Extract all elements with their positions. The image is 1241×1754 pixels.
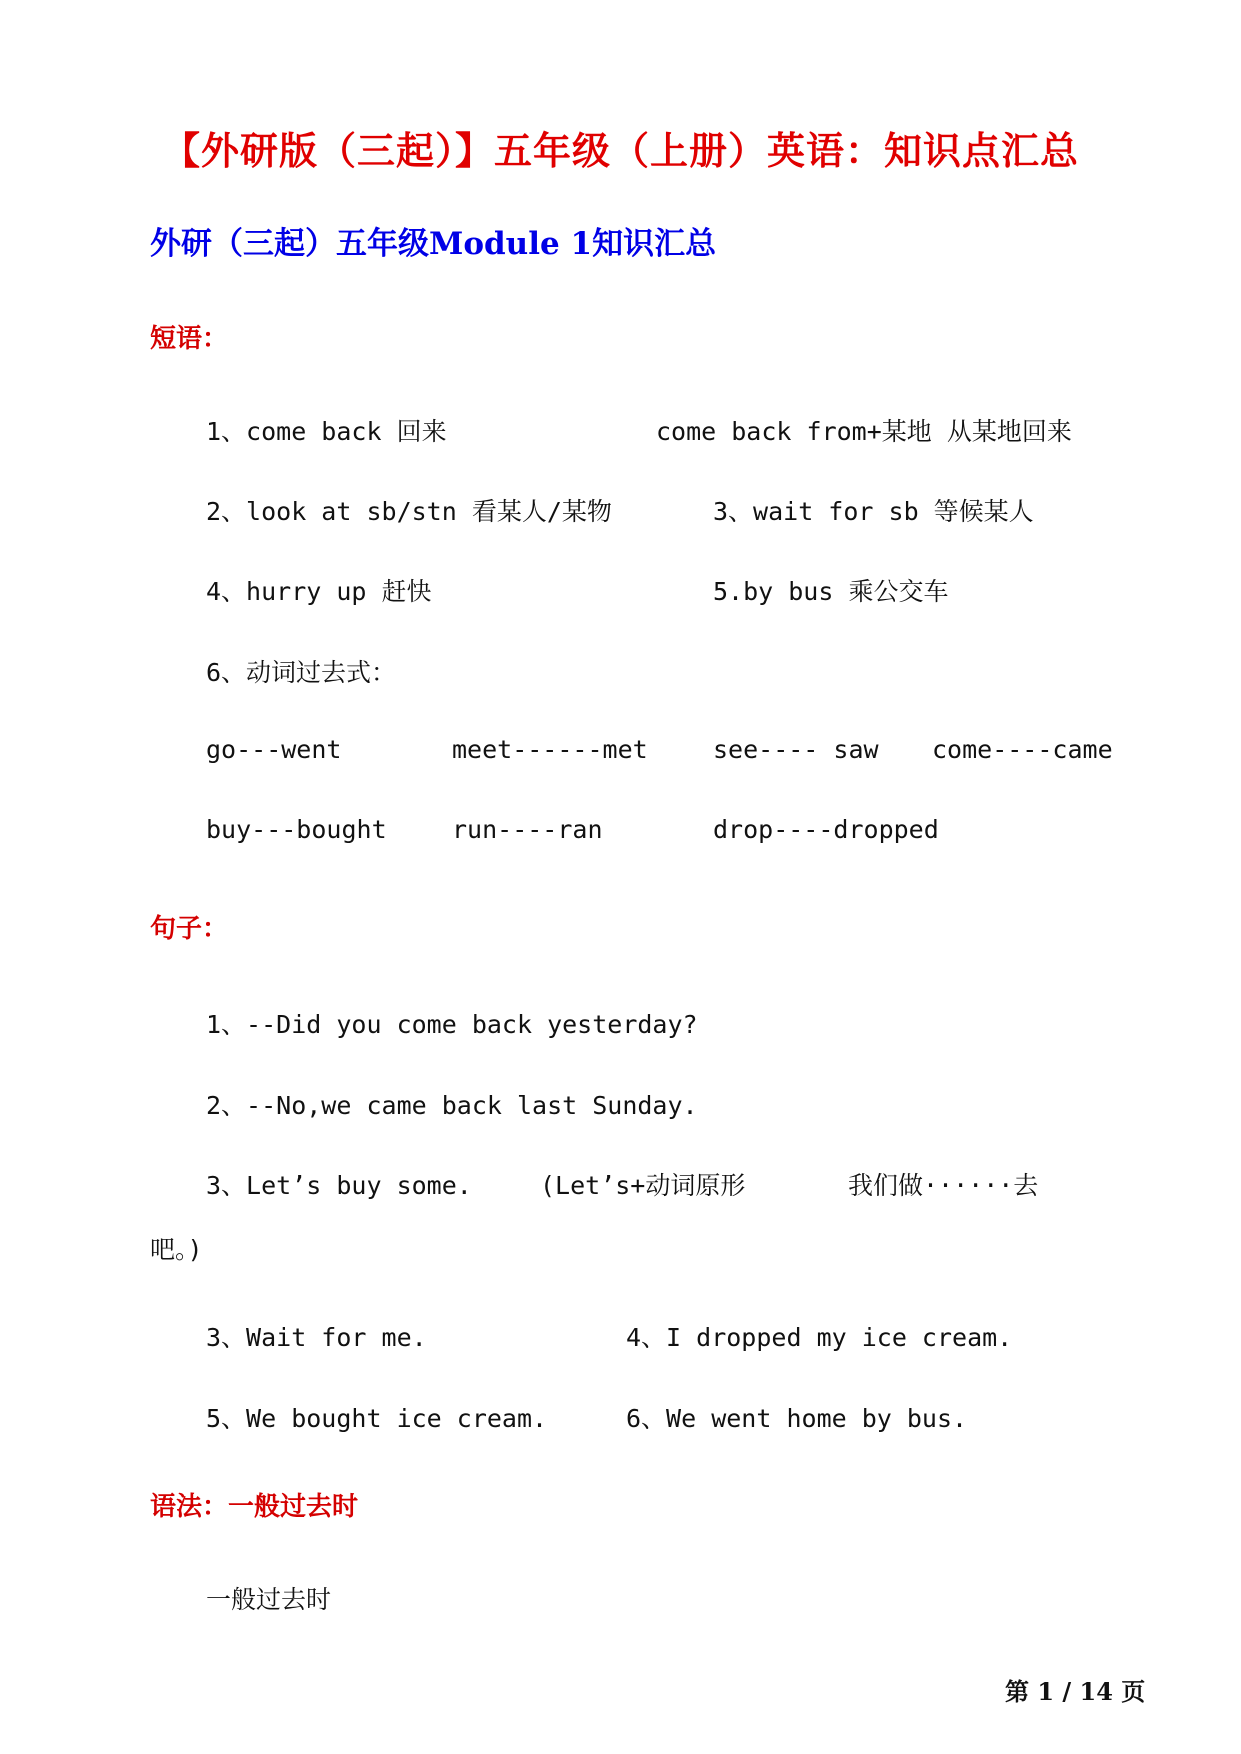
phrase-4: 4、hurry up 赶快: [206, 577, 432, 606]
verb-past-3: see---- saw: [713, 735, 879, 764]
document-title: 【外研版（三起）】五年级（上册）英语：知识点汇总: [161, 128, 1079, 173]
verb-past-5: buy---bought: [206, 815, 387, 844]
phrase-6: 6、动词过去式：: [206, 658, 397, 687]
verb-past-2: meet------met: [452, 735, 648, 764]
sentence-7: 6、We went home by bus.: [626, 1404, 968, 1433]
phrase-1: 1、come back 回来: [206, 417, 447, 446]
sentence-3-note-end: 吧。): [150, 1235, 203, 1264]
page-number: 第 1 / 14 页: [1005, 1677, 1146, 1706]
sentence-1: 1、--Did you come back yesterday?: [206, 1010, 698, 1039]
verb-past-6: run----ran: [452, 815, 603, 844]
phrase-1b: come back from+某地 从某地回来: [656, 417, 1072, 446]
phrase-2: 2、look at sb/stn 看某人/某物: [206, 497, 612, 526]
grammar-heading: 语法：一般过去时: [150, 1492, 359, 1522]
verb-past-7: drop----dropped: [713, 815, 939, 844]
verb-past-1: go---went: [206, 735, 342, 764]
sentence-3: 3、Let’s buy some.: [206, 1171, 472, 1200]
sentence-2: 2、--No,we came back last Sunday.: [206, 1091, 698, 1120]
grammar-line-1: 一般过去时: [206, 1585, 332, 1614]
phrase-5: 5.by bus 乘公交车: [713, 577, 949, 606]
verb-past-4: come----came: [932, 735, 1113, 764]
module-title: 外研（三起）五年级Module 1知识汇总: [150, 226, 717, 262]
sentence-3-note: (Let’s+动词原形: [540, 1171, 746, 1200]
sentence-6: 5、We bought ice cream.: [206, 1404, 548, 1433]
phrases-heading: 短语：: [150, 324, 229, 354]
sentence-3-note-cn: 我们做······去: [848, 1171, 1039, 1200]
sentence-4: 3、Wait for me.: [206, 1323, 427, 1352]
sentences-heading: 句子：: [150, 914, 229, 944]
sentence-5: 4、I dropped my ice cream.: [626, 1323, 1013, 1352]
phrase-3: 3、wait for sb 等候某人: [713, 497, 1034, 526]
